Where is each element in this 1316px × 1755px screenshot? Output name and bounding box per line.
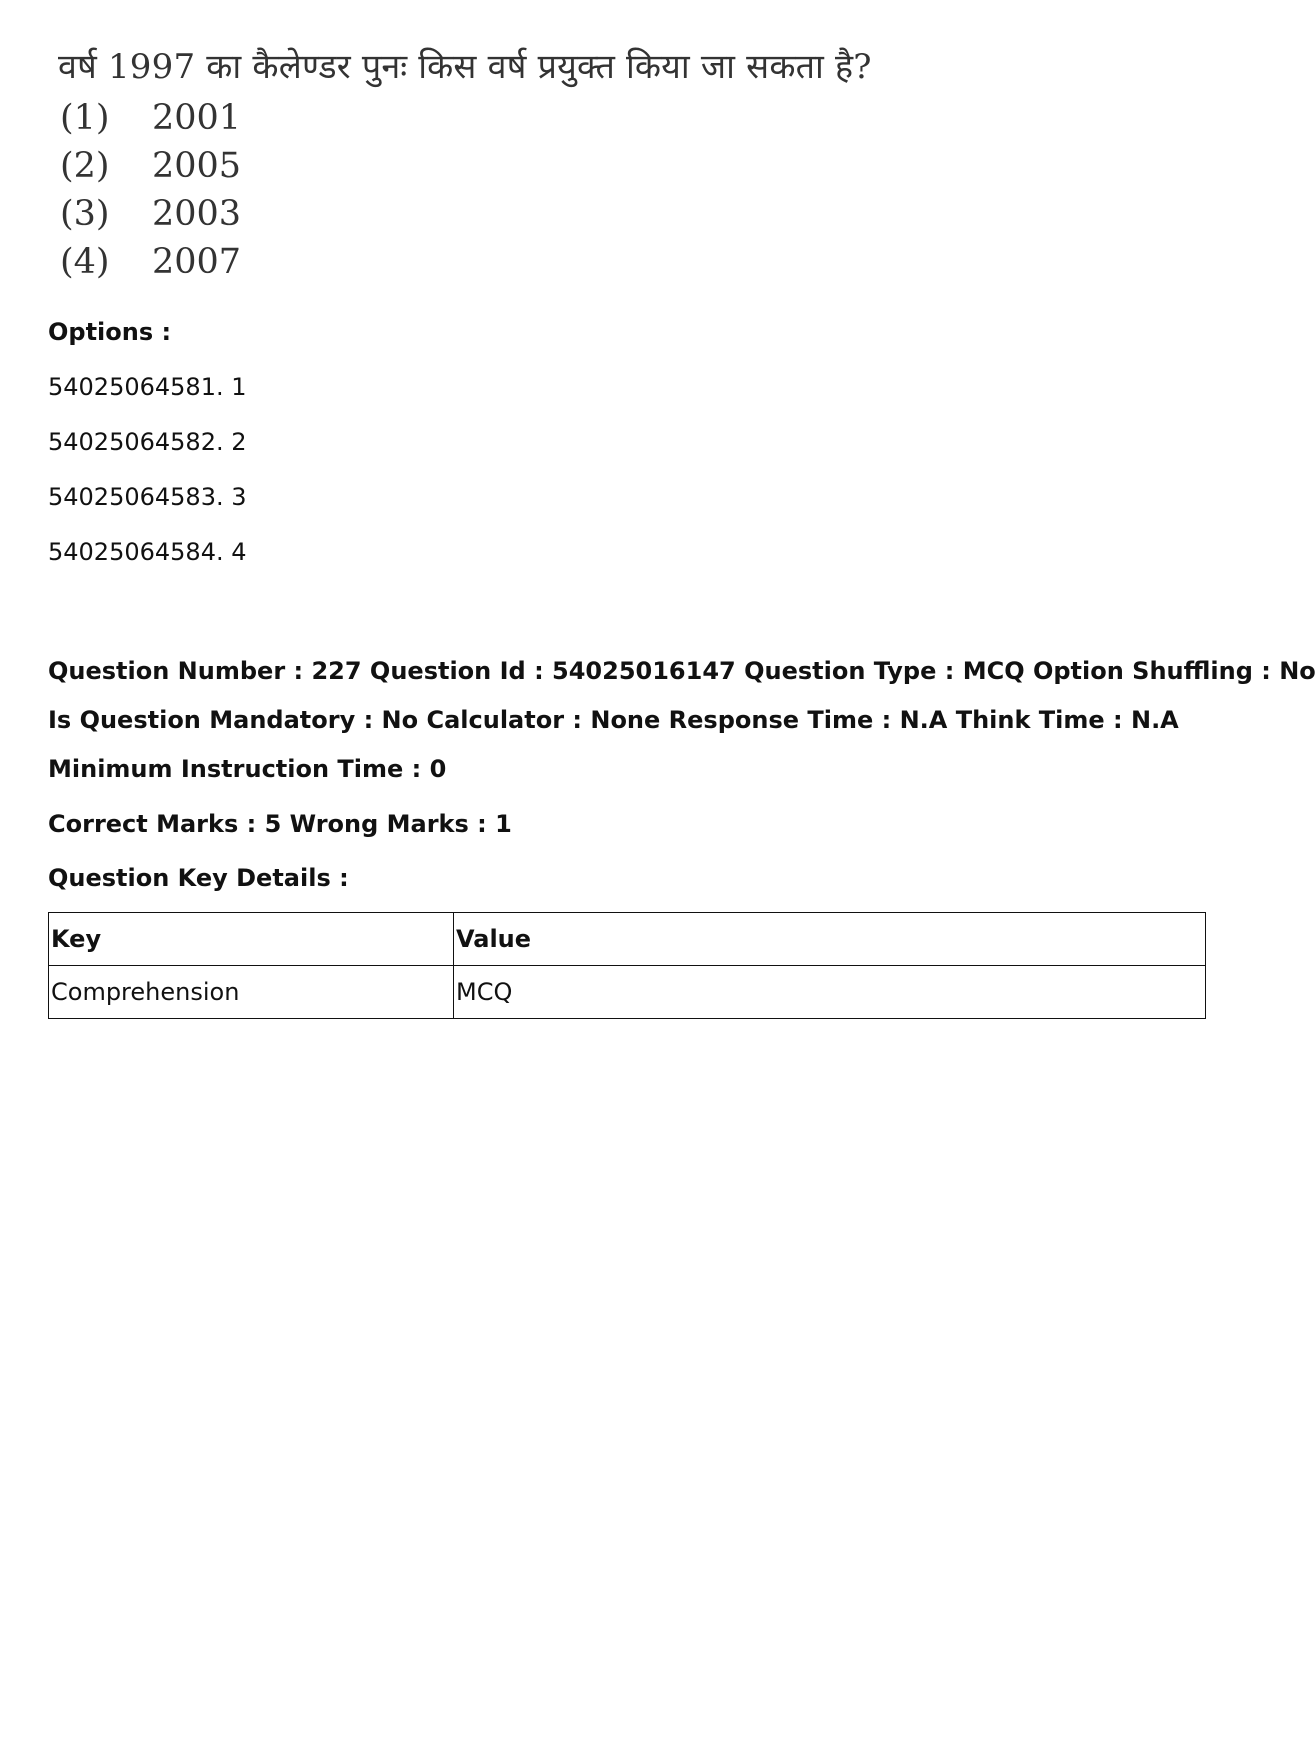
key-details-table [48,912,1206,1019]
choice-number: (3) [60,194,110,234]
table-header-row [49,913,1206,966]
question-meta-line-3 [48,755,446,783]
question-meta-line-1 [48,657,1316,685]
options-label: Options : [48,318,172,346]
option-item: 54025064581. 1 [48,373,247,401]
question-text: वर्ष 1997 का कैलेण्डर पुनः किस वर्ष प्रयुक्त किया जा सकता है? [58,47,872,87]
question-choice [60,242,241,282]
min-instruction-time: Minimum Instruction Time : 0 [48,755,447,783]
option-item: 54025064583. 3 [48,483,247,511]
question-type: Question Type : MCQ [744,657,1025,685]
table-cell-value: MCQ [454,966,1206,1019]
table-row [49,966,1206,1019]
table-cell-key: Comprehension [49,966,454,1019]
calculator: Calculator : None [426,706,661,734]
question-choice [60,194,241,234]
think-time: Think Time : N.A [955,706,1179,734]
table-header-value: Value [454,913,1206,966]
question-id: Question Id : 54025016147 [369,657,736,685]
question-image [58,42,938,292]
table-header-key: Key [49,913,454,966]
correct-marks: Correct Marks : 5 [48,810,282,838]
option-item: 54025064584. 4 [48,538,247,566]
option-item: 54025064582. 2 [48,428,247,456]
key-details-label: Question Key Details : [48,864,349,892]
question-choice [60,146,241,186]
question-mandatory: Is Question Mandatory : No [48,706,419,734]
choice-number: (4) [60,242,110,282]
choice-number: (1) [60,98,110,138]
choice-value: 2007 [152,242,242,282]
choice-value: 2005 [152,146,242,186]
question-number: Question Number : 227 [48,657,362,685]
wrong-marks: Wrong Marks : 1 [289,810,512,838]
marks-line [48,810,512,838]
choice-value: 2003 [152,194,242,234]
option-shuffling: Option Shuffling : No [1032,657,1316,685]
choice-value: 2001 [152,98,242,138]
response-time: Response Time : N.A [668,706,948,734]
question-meta-line-2 [48,706,1179,734]
question-choice [60,98,241,138]
choice-number: (2) [60,146,110,186]
